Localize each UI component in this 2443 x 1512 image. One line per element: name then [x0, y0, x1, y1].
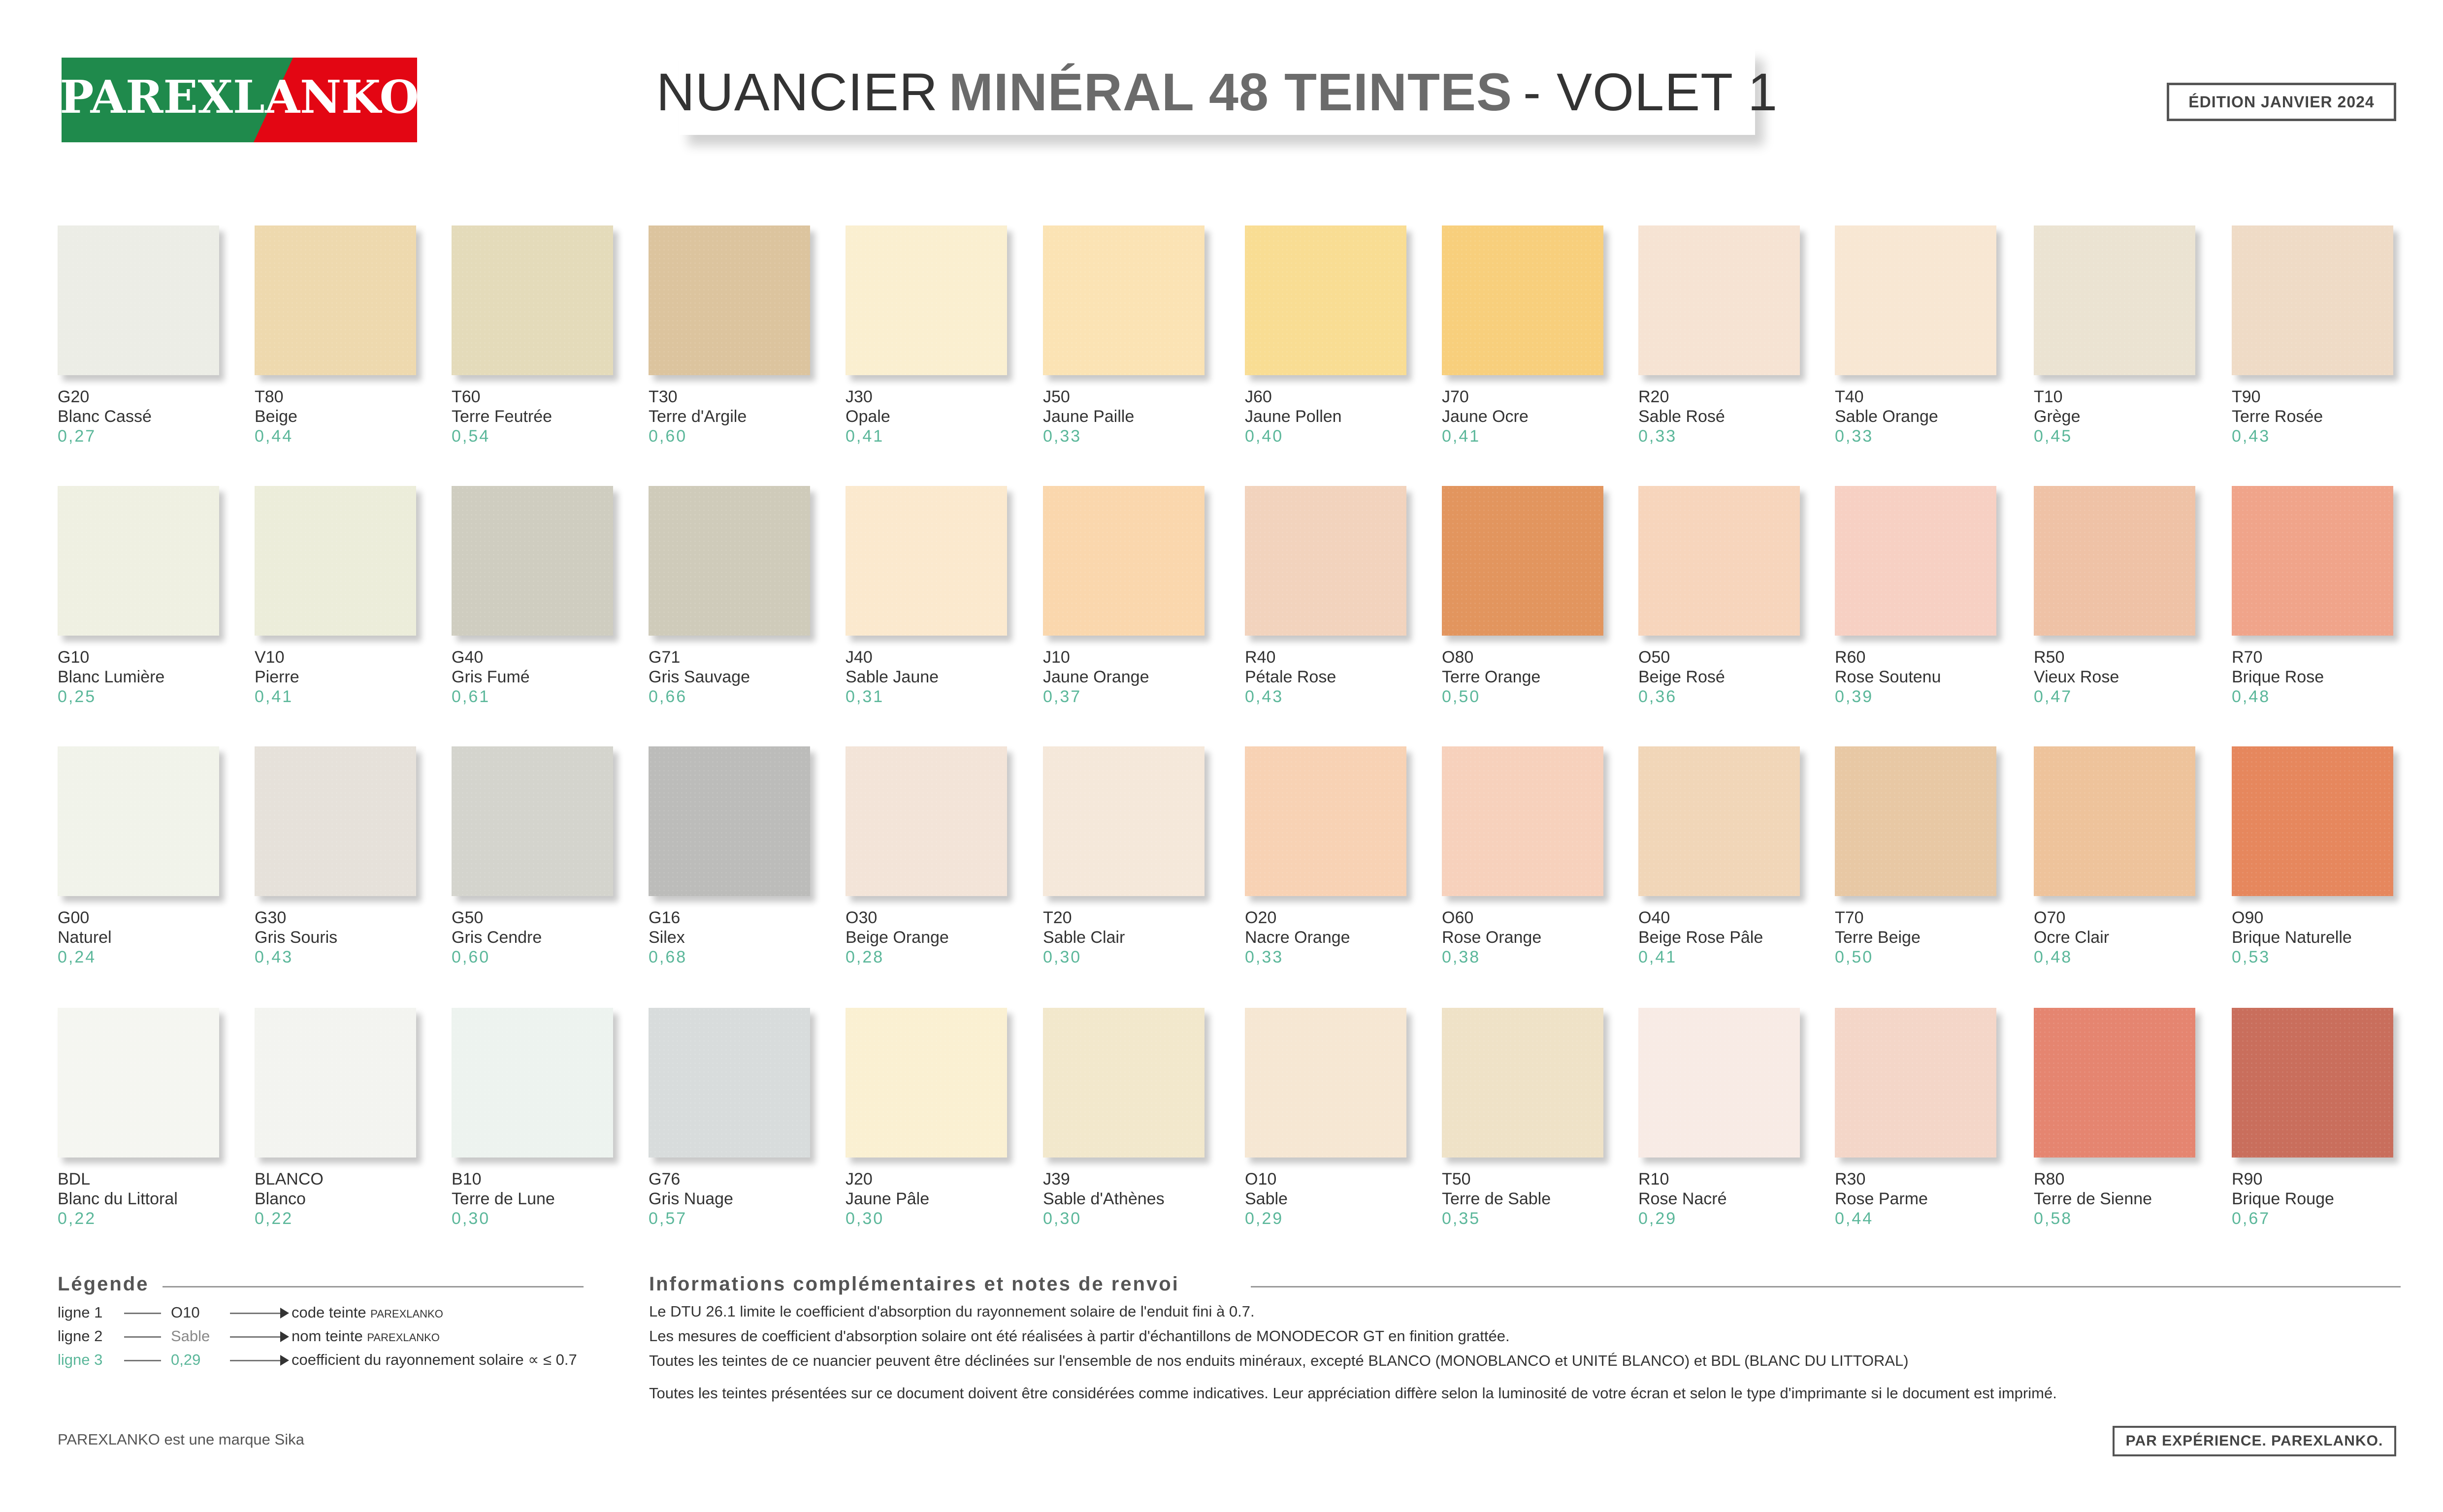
swatch-name: Gris Cendre: [452, 928, 542, 947]
swatch-coef: 0,41: [846, 427, 884, 446]
swatch-label: [1043, 647, 1230, 707]
legend-desc: nom teinte: [292, 1327, 363, 1345]
page-title: [656, 48, 1778, 135]
swatch-label: [1442, 387, 1629, 446]
color-swatch: [58, 746, 219, 896]
swatch-coef: 0,57: [649, 1209, 687, 1228]
swatch-coef: 0,33: [1245, 948, 1284, 966]
swatch-name: Beige: [255, 407, 297, 426]
swatch-coef: 0,61: [452, 687, 490, 706]
color-swatch: [649, 1008, 810, 1158]
swatch-name: Terre de Sable: [1442, 1190, 1551, 1208]
legend-brand: PAREXLANKO: [367, 1331, 440, 1344]
swatch-coef: 0,27: [58, 427, 97, 446]
swatch-label: [255, 1169, 442, 1228]
swatch-name: Beige Rosé: [1638, 668, 1725, 686]
swatch-label: [846, 387, 1033, 446]
swatch-code: T80: [255, 387, 284, 406]
swatch-name: Jaune Paille: [1043, 407, 1135, 426]
swatch-coef: 0,33: [1835, 427, 1874, 446]
swatch-name: Rose Soutenu: [1835, 668, 1941, 686]
swatch-code: T20: [1043, 908, 1072, 927]
color-swatch: [1043, 486, 1205, 636]
swatch-code: G40: [452, 648, 484, 667]
swatch-label: [1638, 387, 1825, 446]
swatch-name: Opale: [846, 407, 890, 426]
swatch-code: J70: [1442, 387, 1469, 406]
color-swatch: [452, 746, 613, 896]
swatch-coef: 0,39: [1835, 687, 1874, 706]
swatch-name: Gris Sauvage: [649, 668, 750, 686]
color-swatch: [452, 486, 613, 636]
swatch-coef: 0,36: [1638, 687, 1677, 706]
swatch-label: [1043, 387, 1230, 446]
color-swatch: [58, 225, 219, 375]
color-swatch: [452, 225, 613, 375]
swatch-code: R50: [2034, 648, 2065, 667]
swatch-name: Terre de Sienne: [2034, 1190, 2152, 1208]
swatch-code: J40: [846, 648, 873, 667]
legend-line-label: ligne 1: [58, 1304, 103, 1321]
color-swatch: [1245, 225, 1406, 375]
swatch-coef: 0,30: [1043, 948, 1082, 966]
info-paragraph-4: Toutes les teintes présentées sur ce document doivent être considérées comme indicatives. Leur appréciation diffère selon la luminosité de votre écran et selon le type d'imprimante si le document est imprimé.: [649, 1384, 2057, 1402]
swatch-code: G20: [58, 387, 90, 406]
swatch-code: J10: [1043, 648, 1070, 667]
swatch-name: Blanc Cassé: [58, 407, 152, 426]
swatch-label: [2232, 908, 2419, 967]
edition-badge: ÉDITION JANVIER 2024: [2167, 83, 2396, 121]
swatch-coef: 0,44: [1835, 1209, 1874, 1228]
swatch-label: [1245, 1169, 1432, 1228]
swatch-label: [1835, 647, 2022, 707]
swatch-name: Brique Rose: [2232, 668, 2324, 686]
swatch-label: [2034, 647, 2221, 707]
swatch-name: Sable d'Athènes: [1043, 1190, 1165, 1208]
swatch-label: [255, 647, 442, 707]
swatch-code: J39: [1043, 1170, 1070, 1189]
swatch-code: G50: [452, 908, 484, 927]
swatch-name: Jaune Orange: [1043, 668, 1149, 686]
swatch-label: [452, 908, 639, 967]
swatch-code: T40: [1835, 387, 1864, 406]
swatch-coef: 0,60: [649, 427, 687, 446]
swatch-code: R10: [1638, 1170, 1669, 1189]
swatch-label: [649, 908, 836, 967]
swatch-code: R30: [1835, 1170, 1866, 1189]
info-divider: [1251, 1286, 2401, 1287]
title-part-1: NUANCIER: [656, 62, 938, 122]
color-swatch: [846, 746, 1007, 896]
swatch-label: [649, 1169, 836, 1228]
swatch-coef: 0,30: [846, 1209, 884, 1228]
swatch-code: G10: [58, 648, 90, 667]
info-title: Informations complémentaires et notes de renvoi: [649, 1273, 1179, 1295]
color-swatch: [2034, 746, 2195, 896]
swatch-code: O70: [2034, 908, 2066, 927]
color-swatch: [58, 1008, 219, 1158]
swatch-name: Terre Feutrée: [452, 407, 553, 426]
swatch-coef: 0,22: [58, 1209, 97, 1228]
footer-tagline: PAR EXPÉRIENCE. PAREXLANKO.: [2113, 1426, 2396, 1456]
color-swatch: [1043, 746, 1205, 896]
swatch-coef: 0,41: [1638, 948, 1677, 966]
color-swatch: [846, 486, 1007, 636]
swatch-name: Rose Nacré: [1638, 1190, 1727, 1208]
color-swatch: [452, 1008, 613, 1158]
swatch-name: Rose Parme: [1835, 1190, 1928, 1208]
color-swatch: [1835, 746, 1996, 896]
swatch-code: BDL: [58, 1170, 91, 1189]
swatch-coef: 0,24: [58, 948, 97, 966]
swatch-code: G00: [58, 908, 90, 927]
color-swatch: [846, 1008, 1007, 1158]
swatch-name: Naturel: [58, 928, 112, 947]
swatch-coef: 0,37: [1043, 687, 1082, 706]
swatch-code: O80: [1442, 648, 1474, 667]
swatch-coef: 0,48: [2232, 687, 2271, 706]
legend-title: Légende: [58, 1273, 149, 1295]
swatch-code: G16: [649, 908, 681, 927]
swatch-label: [452, 387, 639, 446]
color-swatch: [1442, 486, 1603, 636]
color-swatch: [1442, 746, 1603, 896]
swatch-code: R40: [1245, 648, 1276, 667]
swatch-name: Terre Rosée: [2232, 407, 2323, 426]
swatch-label: [846, 908, 1033, 967]
swatch-name: Brique Rouge: [2232, 1190, 2334, 1208]
swatch-code: G76: [649, 1170, 681, 1189]
swatch-coef: 0,33: [1043, 427, 1082, 446]
swatch-name: Ocre Clair: [2034, 928, 2110, 947]
swatch-code: O30: [846, 908, 878, 927]
legend-desc: coefficient du rayonnement solaire ∝ ≤ 0.7: [292, 1351, 577, 1368]
swatch-name: Terre Orange: [1442, 668, 1541, 686]
color-swatch: [2232, 225, 2393, 375]
swatch-name: Jaune Pollen: [1245, 407, 1342, 426]
swatch-name: Terre d'Argile: [649, 407, 747, 426]
swatch-name: Sable Orange: [1835, 407, 1938, 426]
legend-example: O10: [171, 1304, 200, 1321]
color-swatch: [1245, 746, 1406, 896]
arrow-right-icon: [280, 1331, 289, 1342]
swatch-label: [58, 908, 245, 967]
color-swatch: [2232, 746, 2393, 896]
swatch-name: Blanco: [255, 1190, 306, 1208]
swatch-label: [2232, 387, 2419, 446]
swatch-label: [1835, 1169, 2022, 1228]
title-part-3: - VOLET 1: [1523, 62, 1778, 122]
swatch-code: O90: [2232, 908, 2264, 927]
swatch-coef: 0,53: [2232, 948, 2271, 966]
color-swatch: [2232, 486, 2393, 636]
parexlanko-logo: [62, 58, 417, 142]
swatch-label: [1442, 647, 1629, 707]
swatch-label: [1638, 908, 1825, 967]
swatch-code: O20: [1245, 908, 1277, 927]
swatch-name: Gris Fumé: [452, 668, 530, 686]
color-swatch: [649, 486, 810, 636]
swatch-coef: 0,29: [1638, 1209, 1677, 1228]
color-swatch: [1442, 1008, 1603, 1158]
swatch-label: [58, 1169, 245, 1228]
swatch-name: Blanc Lumière: [58, 668, 165, 686]
legend-example: Sable: [171, 1327, 210, 1345]
swatch-label: [649, 387, 836, 446]
swatch-coef: 0,33: [1638, 427, 1677, 446]
swatch-code: O10: [1245, 1170, 1277, 1189]
swatch-name: Blanc du Littoral: [58, 1190, 178, 1208]
swatch-coef: 0,54: [452, 427, 490, 446]
swatch-code: T70: [1835, 908, 1864, 927]
swatch-coef: 0,35: [1442, 1209, 1481, 1228]
swatch-code: R60: [1835, 648, 1866, 667]
legend-example: 0,29: [171, 1351, 201, 1368]
swatch-coef: 0,48: [2034, 948, 2073, 966]
swatch-code: R20: [1638, 387, 1669, 406]
swatch-name: Sable Jaune: [846, 668, 939, 686]
swatch-name: Vieux Rose: [2034, 668, 2119, 686]
swatch-coef: 0,50: [1442, 687, 1481, 706]
swatch-label: [2034, 1169, 2221, 1228]
swatch-name: Nacre Orange: [1245, 928, 1350, 947]
swatch-label: [1638, 1169, 1825, 1228]
swatch-code: B10: [452, 1170, 482, 1189]
swatch-label: [1442, 1169, 1629, 1228]
swatch-code: BLANCO: [255, 1170, 324, 1189]
swatch-coef: 0,68: [649, 948, 687, 966]
color-swatch: [2034, 486, 2195, 636]
swatch-label: [1835, 387, 2022, 446]
color-swatch: [1442, 225, 1603, 375]
color-swatch: [255, 746, 416, 896]
swatch-code: T10: [2034, 387, 2063, 406]
color-swatch: [255, 1008, 416, 1158]
swatch-coef: 0,43: [255, 948, 293, 966]
swatch-label: [2232, 647, 2419, 707]
swatch-coef: 0,67: [2232, 1209, 2271, 1228]
color-swatch: [255, 486, 416, 636]
swatch-name: Gris Nuage: [649, 1190, 733, 1208]
swatch-name: Brique Naturelle: [2232, 928, 2352, 947]
swatch-code: R80: [2034, 1170, 2065, 1189]
swatch-coef: 0,28: [846, 948, 884, 966]
swatch-name: Sable: [1245, 1190, 1288, 1208]
info-paragraph-3: Toutes les teintes de ce nuancier peuvent être déclinées sur l'ensemble de nos enduits minéraux, excepté BLANCO (MONOBLANCO et UNITÉ BLANCO) et BDL (BLANC DU LITTORAL): [649, 1352, 1909, 1369]
swatch-label: [846, 1169, 1033, 1228]
color-swatch: [1638, 486, 1800, 636]
swatch-name: Rose Orange: [1442, 928, 1542, 947]
info-paragraph-1: Le DTU 26.1 limite le coefficient d'absorption du rayonnement solaire de l'enduit fini à 0.7.: [649, 1303, 1255, 1320]
swatch-code: G30: [255, 908, 287, 927]
color-swatch: [1835, 486, 1996, 636]
swatch-label: [255, 387, 442, 446]
swatch-coef: 0,43: [1245, 687, 1284, 706]
swatch-label: [1245, 647, 1432, 707]
color-swatch: [58, 486, 219, 636]
swatch-coef: 0,43: [2232, 427, 2271, 446]
swatch-code: G71: [649, 648, 681, 667]
legend-line-label: ligne 2: [58, 1327, 103, 1345]
swatch-label: [58, 647, 245, 707]
swatch-name: Beige Orange: [846, 928, 949, 947]
swatch-name: Pierre: [255, 668, 299, 686]
swatch-label: [649, 647, 836, 707]
swatch-label: [1043, 1169, 1230, 1228]
swatch-code: J50: [1043, 387, 1070, 406]
color-swatch: [1043, 225, 1205, 375]
legend-line-label: ligne 3: [58, 1351, 103, 1368]
swatch-coef: 0,38: [1442, 948, 1481, 966]
color-swatch: [2232, 1008, 2393, 1158]
logo-text: PAREXLANKO: [62, 70, 417, 124]
swatch-name: Beige Rose Pâle: [1638, 928, 1763, 947]
swatch-label: [452, 1169, 639, 1228]
swatch-coef: 0,29: [1245, 1209, 1284, 1228]
swatch-coef: 0,44: [255, 427, 293, 446]
swatch-label: [58, 387, 245, 446]
swatch-coef: 0,22: [255, 1209, 293, 1228]
color-swatch: [2034, 225, 2195, 375]
swatch-coef: 0,41: [255, 687, 293, 706]
swatch-label: [1245, 387, 1432, 446]
swatch-coef: 0,45: [2034, 427, 2073, 446]
swatch-name: Gris Souris: [255, 928, 338, 947]
legend-brand: PAREXLANKO: [370, 1308, 443, 1320]
legend-desc: code teinte: [292, 1304, 366, 1321]
swatch-code: O40: [1638, 908, 1670, 927]
legend-divider: [163, 1286, 584, 1287]
swatch-label: [2232, 1169, 2419, 1228]
swatch-coef: 0,50: [1835, 948, 1874, 966]
swatch-coef: 0,30: [1043, 1209, 1082, 1228]
swatch-name: Jaune Ocre: [1442, 407, 1529, 426]
footer-brand-note: PAREXLANKO est une marque Sika: [58, 1431, 304, 1448]
swatch-coef: 0,30: [452, 1209, 490, 1228]
color-swatch: [649, 746, 810, 896]
swatch-label: [2034, 387, 2221, 446]
color-swatch: [1835, 1008, 1996, 1158]
swatch-name: Grège: [2034, 407, 2081, 426]
swatch-label: [452, 647, 639, 707]
swatch-label: [1043, 908, 1230, 967]
color-swatch: [1245, 1008, 1406, 1158]
info-paragraph-2: Les mesures de coefficient d'absorption solaire ont été réalisées à partir d'échantillons de MONODECOR GT en finition grattée.: [649, 1327, 1510, 1345]
swatch-coef: 0,66: [649, 687, 687, 706]
swatch-coef: 0,41: [1442, 427, 1481, 446]
swatch-code: J30: [846, 387, 873, 406]
swatch-code: T30: [649, 387, 678, 406]
swatch-label: [2034, 908, 2221, 967]
swatch-code: T90: [2232, 387, 2261, 406]
swatch-code: O60: [1442, 908, 1474, 927]
swatch-code: T50: [1442, 1170, 1471, 1189]
swatch-code: O50: [1638, 648, 1670, 667]
swatch-name: Sable Rosé: [1638, 407, 1725, 426]
swatch-code: T60: [452, 387, 481, 406]
swatch-coef: 0,58: [2034, 1209, 2073, 1228]
swatch-label: [255, 908, 442, 967]
swatch-name: Jaune Pâle: [846, 1190, 930, 1208]
color-swatch: [2034, 1008, 2195, 1158]
swatch-label: [1245, 908, 1432, 967]
color-swatch: [1638, 746, 1800, 896]
swatch-label: [1442, 908, 1629, 967]
swatch-code: J60: [1245, 387, 1272, 406]
color-swatch: [1245, 486, 1406, 636]
color-swatch: [846, 225, 1007, 375]
title-part-2: MINÉRAL 48 TEINTES: [948, 62, 1513, 122]
swatch-code: J20: [846, 1170, 873, 1189]
swatch-coef: 0,47: [2034, 687, 2073, 706]
swatch-code: R70: [2232, 648, 2263, 667]
color-swatch: [1043, 1008, 1205, 1158]
swatch-coef: 0,40: [1245, 427, 1284, 446]
arrow-right-icon: [280, 1355, 289, 1366]
swatch-label: [1835, 908, 2022, 967]
color-swatch: [1638, 1008, 1800, 1158]
swatch-name: Pétale Rose: [1245, 668, 1336, 686]
color-swatch: [649, 225, 810, 375]
swatch-code: V10: [255, 648, 285, 667]
swatch-name: Terre de Lune: [452, 1190, 555, 1208]
swatch-coef: 0,25: [58, 687, 97, 706]
swatch-label: [846, 647, 1033, 707]
swatch-coef: 0,60: [452, 948, 490, 966]
swatch-coef: 0,31: [846, 687, 884, 706]
color-swatch: [1835, 225, 1996, 375]
arrow-right-icon: [280, 1308, 289, 1319]
swatch-name: Silex: [649, 928, 685, 947]
swatch-name: Terre Beige: [1835, 928, 1921, 947]
swatch-code: R90: [2232, 1170, 2263, 1189]
swatch-label: [1638, 647, 1825, 707]
color-swatch: [255, 225, 416, 375]
color-swatch: [1638, 225, 1800, 375]
swatch-name: Sable Clair: [1043, 928, 1125, 947]
